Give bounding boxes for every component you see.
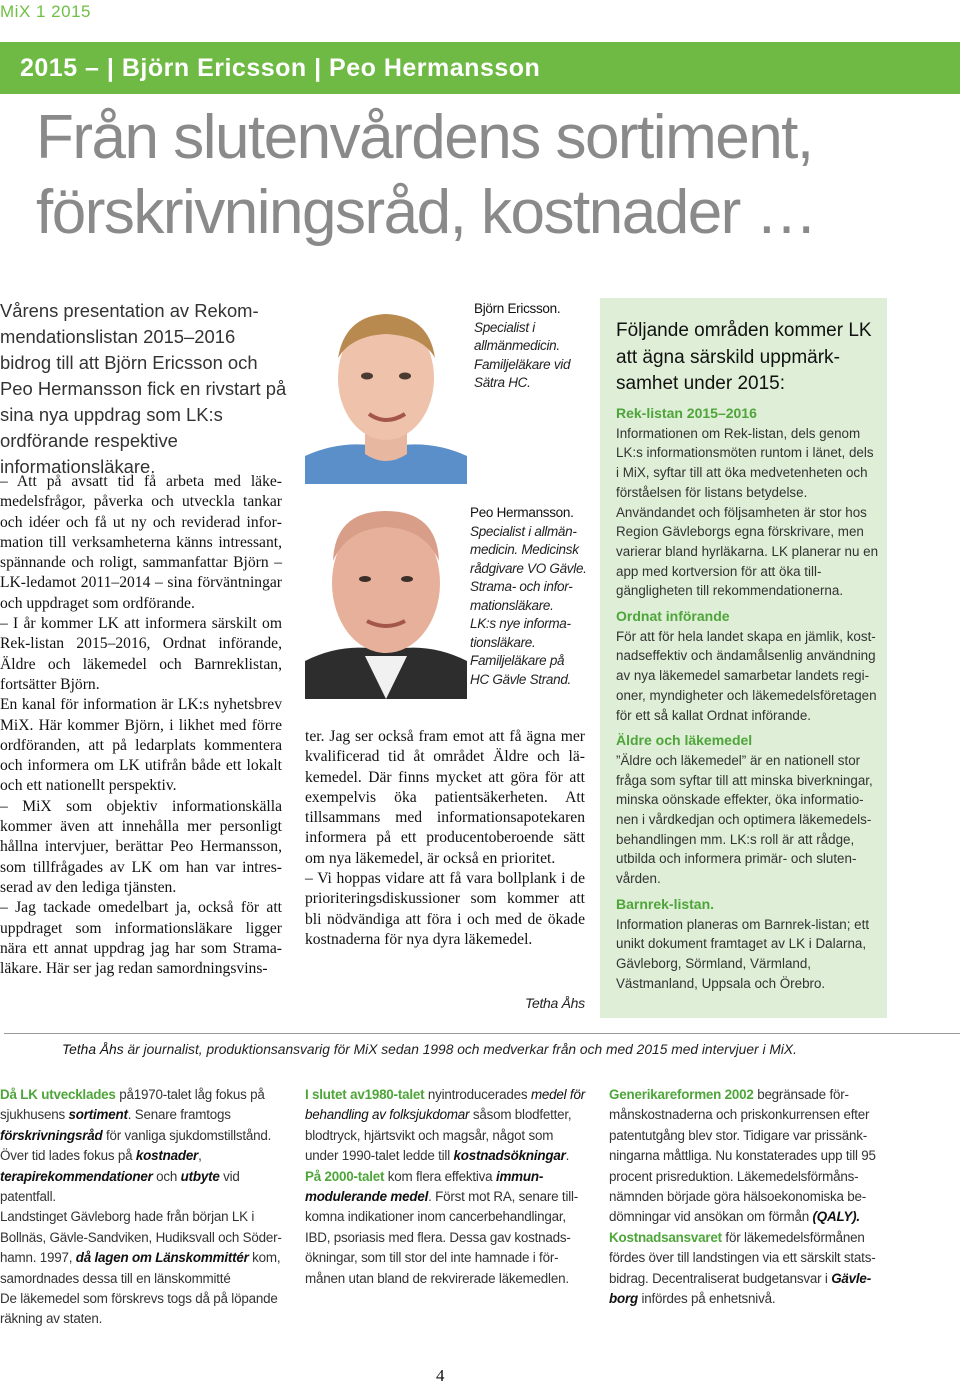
footer-text: och [152, 1168, 181, 1184]
footer-text: Landstinget Gävleborg hade från början LK i Bollnäs, Gävle-Sandviken, Hudiksvall och Söderhamn. 1997, [0, 1209, 282, 1266]
footer-green-heading: På 2000-talet [305, 1168, 385, 1184]
fact-box-text: För att för hela landet skapa en jämlik, kostnadseffektiv och ändamålsenlig användning av nya läkemedel samarbetar landets regioner, myndigheter och läkemedelsföretagen för ett så kallat Ordnat införande. [616, 628, 877, 723]
caption-peo [470, 504, 594, 689]
body-paragraph: – MiX som objektiv informationskälla kommer även att innehålla mer personligt hållna intervjuer, berättar Peo Hermansson, som tillfrågades av LK om han var intresserad av den lediga tjänsten. [0, 797, 282, 896]
footer-column-3 [609, 1085, 889, 1309]
article-title [36, 100, 956, 250]
footer-emphasis: då lagen om Länskommittér [75, 1250, 249, 1266]
footer-text: kom flera effektiva [384, 1168, 496, 1184]
footer-emphasis: sortiment [68, 1107, 128, 1123]
fact-box-text: Informationen om Rek-listan, dels genom LK:s informationsmöten runtom i länet, dels i MiX, syftar till att öka medvetenheten och förståelsen för listans betydelse. Användandet och följsamheten är stor hos Region Gävleborgs egna förskrivare, men varierar bland hyrläkarna. LK planerar nu en app med kortversion för att öka tillgängligheten till rekommendationerna. [616, 425, 879, 599]
photo-peo-hermansson [305, 491, 467, 699]
footer-paragraph [0, 1207, 282, 1289]
body-paragraph: – Vi hoppas vidare att få vara bollplank i de prioriteringsdiskussioner som kommer att bli nödvändiga att föra i och med de ökade kostnaderna för nya dyra läkemedel. [305, 870, 585, 948]
caption-line: rådgivare VO Gävle. [470, 560, 587, 576]
footer-column-1 [0, 1085, 282, 1330]
lead-paragraph: Vårens presentation av Rekommendationslistan 2015–2016 bidrog till att Björn Ericsson och Peo Hermansson fick en rivstart på sina nya uppdrag som LK:s ordförande respektive informationsläkare. [0, 300, 287, 477]
caption-line: Strama- och infor- [470, 579, 573, 594]
footer-paragraph [609, 1228, 889, 1310]
footer-text: kom, samordnades dessa till en länskommitté [0, 1250, 281, 1286]
body-paragraph: ter. Jag ser också fram emot att få ägna mer kvalificerad tid åt området Äldre och läkemedel. Där finns mycket att göra för att exempelvis öka patientsäkerheten. Att tillsammans med informationsapotekaren informera på ett producentoberoende sätt om nya läkemedel, är också en prioritet. [305, 728, 585, 867]
body-paragraph: – Att på avsatt tid få arbeta med läkemedelsfrågor, påverka och utveckla tankar och idéer och få ut ny och reviderad information till verksamheterna känns intressant, spännande och roligt, sammanfattar Björn – LK-ledamot 2011–2014 – sina förväntningar och uppdraget som ordförande. [0, 473, 282, 612]
footer-emphasis: immunmodulerande medel [305, 1168, 544, 1205]
caption-line: Specialist i [474, 319, 535, 335]
footer-emphasis: kostnadsökningar [453, 1148, 566, 1164]
footer-column-2 [305, 1085, 587, 1289]
footer-paragraph [305, 1085, 587, 1167]
fact-box [600, 298, 887, 1018]
caption-line: medicin. Medicinsk [470, 542, 579, 557]
footer-emphasis: kostnader [135, 1148, 199, 1164]
caption-line: Familjeläkare vid [474, 356, 571, 372]
fact-box-text: Information planeras om Barnrek-listan; ett unikt dokument framtaget av LK i Dalarna, Gävleborg, Sörmland, Värmland, Västmanland, Uppsala och Örebro. [616, 916, 870, 991]
author-bio-text: är journalist, produktionsansvarig för MiX sedan 1998 och medverkar från och med 2015 med intervjuer i MiX. [123, 1042, 797, 1057]
footer-text: infördes på enhetsnivå. [637, 1291, 776, 1307]
caption-line: Sätra HC. [474, 375, 531, 390]
body-column-1 [0, 472, 282, 979]
caption-line: LK:s nye informa- [470, 616, 571, 631]
body-paragraph: En kanal för information är LK:s nyhetsbrev MiX. Här kommer Björn, i likhet med förre ordföranden, att på ledarplats kommentera och informera om LK utifrån både ett lokalt och ett nationellt perspektiv. [0, 696, 282, 795]
footer-emphasis: (QALY). [812, 1209, 860, 1225]
photo-bjorn-ericsson [305, 298, 467, 484]
portrait-illustration [305, 491, 467, 699]
footer-green-heading: Kostnadsansvaret [609, 1229, 722, 1245]
footer-emphasis: Gävleborg [609, 1270, 872, 1307]
footer-green-heading: Generikareformen 2002 [609, 1087, 754, 1102]
footer-paragraph [0, 1085, 282, 1207]
body-column-2 [305, 727, 585, 950]
banner-text: 2015 – | Björn Ericsson | Peo Hermansson [20, 54, 541, 82]
author-name: Tetha Åhs [62, 1042, 124, 1057]
title-line-1: Från slutenvårdens sortiment, [36, 103, 813, 172]
byline-signature: Tetha Åhs [525, 995, 585, 1011]
caption-bjorn [474, 300, 594, 393]
caption-line: mationsläkare. [470, 597, 554, 613]
fact-box-subheading: Barnrek-listan. [616, 895, 715, 912]
running-head: MiX 1 2015 [0, 2, 91, 21]
footer-text: . Först mot RA, senare tillkomna indikationer inom cancerbehandlingar, IBD, psoriasis med flera. Dessa gav kostnadsökningar, som till stor del inte hamnade i förmånen utan bland de rekvirerade läkemedlen. [305, 1189, 579, 1286]
author-bio [62, 1042, 797, 1057]
fact-box-subheading: Ordnat införande [616, 608, 730, 625]
footer-emphasis: förskrivningsråd [0, 1127, 103, 1143]
caption-name: Björn Ericsson. [474, 301, 561, 316]
footer-green-heading: Då LK utvecklades [0, 1087, 116, 1102]
section-banner [0, 42, 960, 94]
footer-text: för läkemedelsförmånen fördes över till landstingen via ett särskilt statsbidrag. Decentraliserat budgetansvar i [609, 1229, 876, 1286]
title-line-2: förskrivningsråd, kostnader … [36, 178, 817, 247]
footer-text: på1970-talet låg fokus på sjukhusens [0, 1087, 265, 1123]
page-number: 4 [436, 1366, 445, 1385]
body-paragraph: – Jag tackade omedelbart ja, också för att uppdraget som informationsläkare ligger nära ett annat uppdrag jag har som Stramaläkare. Här ser jag redan samordningsvins- [0, 899, 282, 978]
fact-box-text: ”Äldre och läkemedel” är en nationell stor fråga som syftar till att minska biverkningar, minska oönskade effekter, öka informationen i vårdkedjan och optimera läkemedelsbehandlingen mm. LK:s roll är att rådge, utbilda och informera primär- och slutenvården. [616, 752, 873, 887]
footer-paragraph [609, 1085, 889, 1228]
footer-text: för vanliga sjukdomstillstånd. Över tid lades fokus på [0, 1127, 272, 1164]
footer-text: begränsade förmånskostnaderna och priskonkurrensen efter patentutgång blev stor. Tidigare var prissänkningarna måttliga. Nu konstaterades upp till 95 procent prisreduktion. Läkemedelsförmånsnämnden började göra hälsoekonomiska bedömningar vid ansökan om förmån [609, 1087, 876, 1225]
footer-paragraph: De läkemedel som förskrevs togs då på löpande räkning av staten. [0, 1291, 278, 1327]
footer-emphasis: utbyte [180, 1168, 220, 1184]
footer-text: nyintroducerades [424, 1087, 531, 1102]
footer-emphasis: terapirekommendationer [0, 1168, 153, 1184]
footer-emphasis: medel för behandling av folksjukdomar [305, 1087, 585, 1123]
portrait-illustration [305, 298, 467, 484]
fact-box-subheading: Äldre och läkemedel [616, 732, 753, 749]
footer-text: vid patentfall. [0, 1168, 240, 1205]
body-paragraph: – I år kommer LK att informera särskilt om Rek-listan 2015–2016, Ordnat införande, Äldre och läkemedel och Barnreklistan, fortsätter Björn. [0, 615, 282, 693]
caption-line: tionsläkare. [470, 634, 536, 650]
caption-line: Specialist i allmän- [470, 523, 577, 539]
fact-box-body [616, 404, 878, 993]
caption-name: Peo Hermansson. [470, 505, 574, 520]
fact-box-subheading: Rek-listan 2015–2016 [616, 405, 757, 421]
footer-text: , [198, 1148, 202, 1164]
footer-green-heading: I slutet av1980-talet [305, 1087, 425, 1102]
footer-paragraph [305, 1167, 587, 1289]
caption-line: HC Gävle Strand. [470, 671, 571, 687]
footer-text: . Senare framtogs [127, 1107, 231, 1123]
footer-text: såsom blodfetter, blodtryck, hjärtsvikt och magsår, något som under 1990-talet ledde till [305, 1107, 572, 1164]
fact-box-heading: Följande områden kommer LK att ägna särskild uppmärksamhet under 2015: [616, 320, 872, 394]
caption-line: Familjeläkare på [470, 653, 565, 668]
divider [4, 1033, 960, 1034]
caption-line: allmänmedicin. [474, 338, 560, 353]
footer-text: . [565, 1148, 570, 1164]
